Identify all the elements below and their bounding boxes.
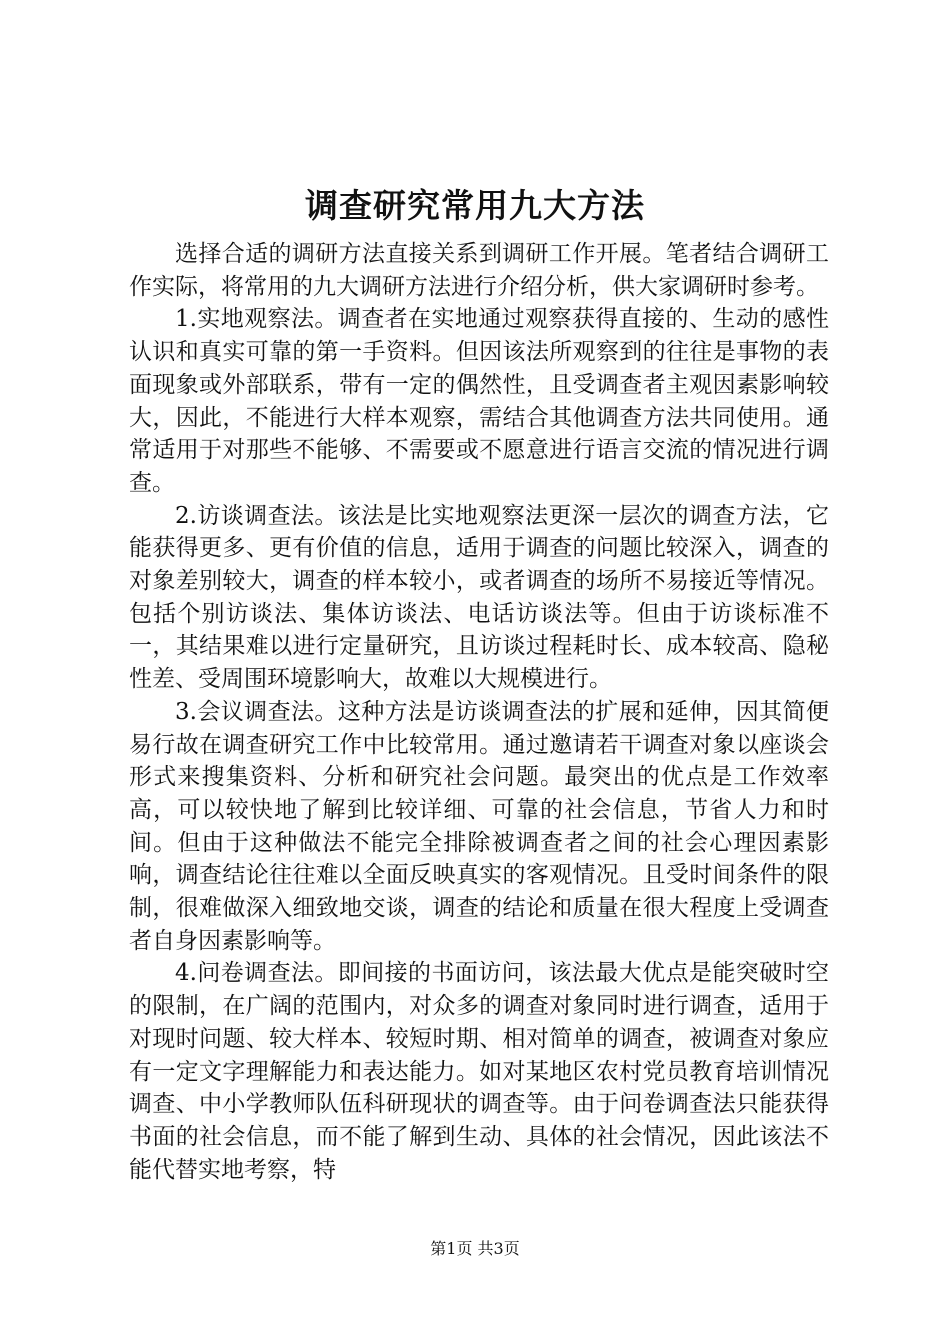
document-title: 调查研究常用九大方法 [305,186,645,225]
intro-paragraph: 选择合适的调研方法直接关系到调研工作开展。笔者结合调研工作实际，将常用的九大调研方法进行介绍分析，供大家调研时参考。 [129,241,829,300]
method-paragraph-interview: 2.访谈调查法。该法是比实地观察法更深一层次的调查方法，它能获得更多、更有价值的信息，适用于调查的问题比较深入，调查的对象差别较大，调查的样本较小，或者调查的场所不易接近等情况。包括个别访谈法、集体访谈法、电话访谈法等。但由于访谈标准不一，其结果难以进行定量研究，且访谈过程耗时长、成本较高、隐秘性差、受周围环境影响大，故难以大规模进行。 [129,502,829,693]
method-paragraph-field-observation: 1.实地观察法。调查者在实地通过观察获得直接的、生动的感性认识和真实可靠的第一手资料。但因该法所观察到的往往是事物的表面现象或外部联系，带有一定的偶然性，且受调查者主观因素影响较大，因此，不能进行大样本观察，需结合其他调查方法共同使用。通常适用于对那些不能够、不需要或不愿意进行语言交流的情况进行调查。 [129,306,829,496]
method-paragraph-questionnaire: 4.问卷调查法。即间接的书面访问，该法最大优点是能突破时空的限制，在广阔的范围内，对众多的调查对象同时进行调查，适用于对现时问题、较大样本、较短时期、相对简单的调查，被调查对象应有一定文字理解能力和表达能力。如对某地区农村党员教育培训情况调查、中小学教师队伍科研现状的调查等。由于问卷调查法只能获得书面的社会信息，而不能了解到生动、具体的社会情况，因此该法不能代替实地考察，特 [129,960,829,1183]
page-number-footer: 第1页 共3页 [430,1239,520,1258]
document-body [129,238,829,1186]
method-paragraph-meeting: 3.会议调查法。这种方法是访谈调查法的扩展和延伸，因其简便易行故在调查研究工作中比较常用。通过邀请若干调查对象以座谈会形式来搜集资料、分析和研究社会问题。最突出的优点是工作效率高，可以较快地了解到比较详细、可靠的社会信息，节省人力和时间。但由于这种做法不能完全排除被调查者之间的社会心理因素影响，调查结论往往难以全面反映真实的客观情况。且受时间条件的限制，很难做深入细致地交谈，调查的结论和质量在很大程度上受调查者自身因素影响等。 [129,698,829,954]
